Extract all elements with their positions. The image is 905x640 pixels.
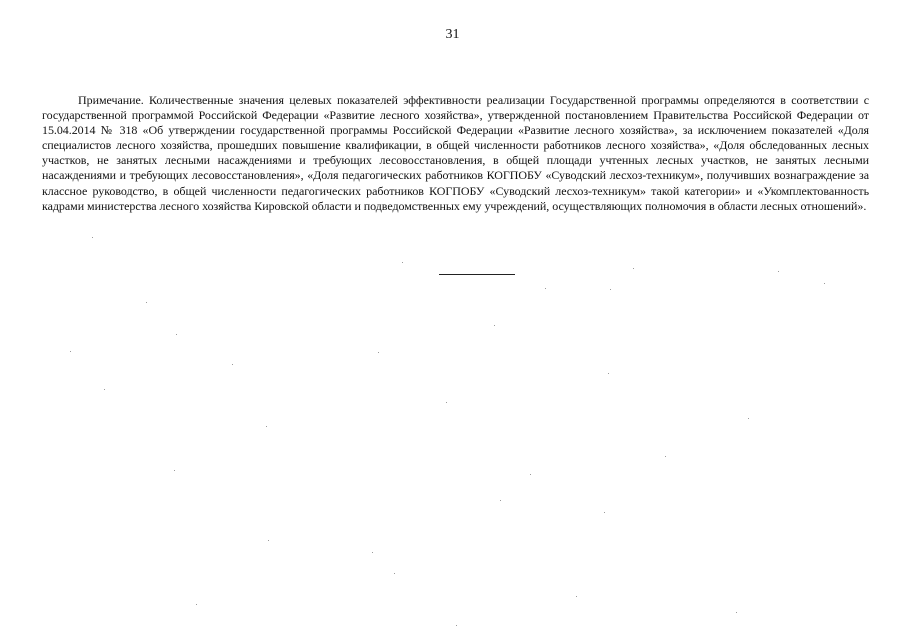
scan-speck (456, 625, 457, 626)
scan-speck (402, 262, 403, 263)
scan-speck (604, 512, 605, 513)
scan-speck (665, 456, 666, 457)
scan-speck (232, 364, 233, 365)
scan-speck (633, 268, 634, 269)
scan-speck (176, 334, 177, 335)
scan-speck (372, 552, 373, 553)
scan-speck (610, 289, 611, 290)
scan-speck (530, 474, 531, 475)
scan-speck (70, 351, 71, 352)
scan-speck (824, 283, 825, 284)
scan-speck (394, 573, 395, 574)
scan-speck (174, 470, 175, 471)
scan-speck (748, 418, 749, 419)
scan-speck (104, 389, 105, 390)
note-paragraph: Примечание. Количественные значения целевых показателей эффективности реализации Государственной программы определяются в соответствии с государственной программой Российской Федерации «Развитие лесного хозяйства», утвержденной постановлением Правительства Российской Федерации от 15.04.2014 № 318 «Об утверждении государственной программы Российской Федерации «Развитие лесного хозяйства», за исключением показателей «Доля специалистов лесного хозяйства, прошедших повышение квалификации, в общей численности работников лесного хозяйства», «Доля обследованных лесных участков, не занятых лесными насаждениями и требующих лесовосстановления, в общей площади учтенных лесных участков, не занятых лесными насаждениями и требующих лесовосстановления», «Доля педагогических работников КОГПОБУ «Суводский лесхоз-техникум», получивших вознаграждение за классное руководство, в общей численности педагогических работников КОГПОБУ «Суводский лесхоз-техникум» такой категории» и «Укомплектованность кадрами министерства лесного хозяйства Кировской области и подведомственных ему учреждений, осуществляющих полномочия в области лесных отношений». (42, 93, 869, 213)
scan-speck (266, 426, 267, 427)
scan-speck (196, 604, 197, 605)
scan-speck (446, 402, 447, 403)
scan-speck (146, 302, 147, 303)
separator-line (439, 274, 515, 275)
scan-speck (494, 325, 495, 326)
scan-speck (576, 596, 577, 597)
scan-speck (545, 288, 546, 289)
scan-speck (736, 612, 737, 613)
page-number: 31 (445, 27, 460, 42)
scan-speck (268, 540, 269, 541)
scan-speck (778, 271, 779, 272)
scan-speck (92, 237, 93, 238)
scan-speck (378, 352, 379, 353)
scan-speck (608, 373, 609, 374)
scan-speck (500, 500, 501, 501)
